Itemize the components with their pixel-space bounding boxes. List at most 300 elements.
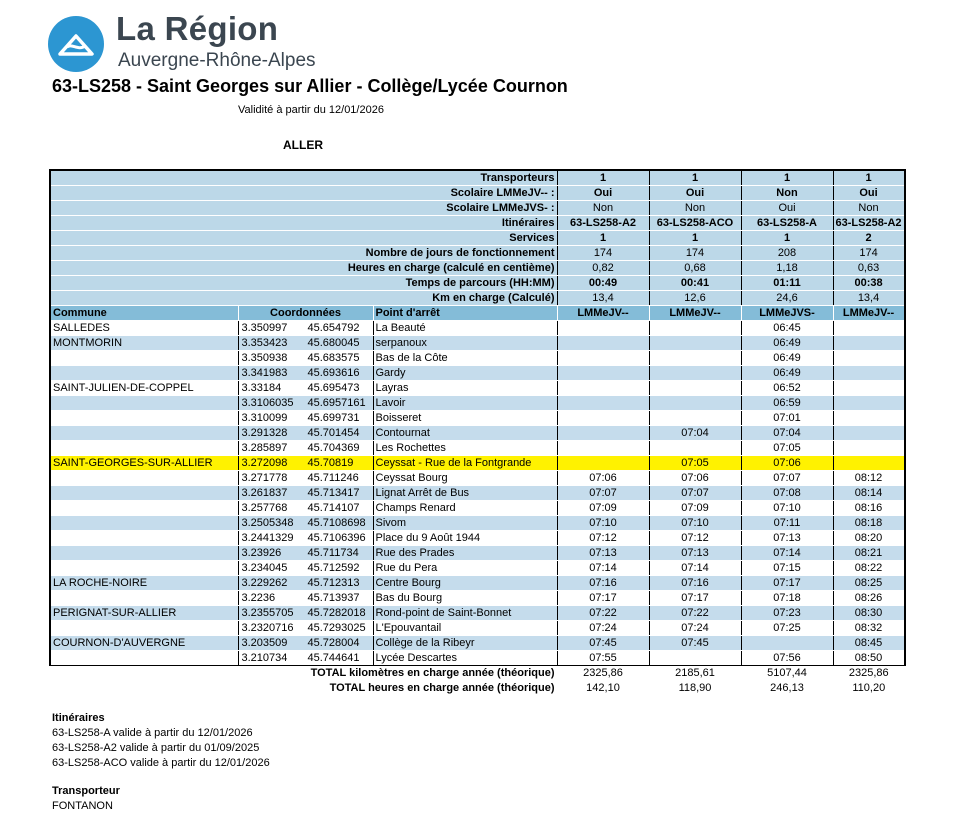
header-value: 1 [833, 170, 905, 186]
coords-cell [238, 321, 373, 336]
latitude: 45.7106396 [307, 532, 366, 544]
latitude: 45.711734 [307, 547, 359, 559]
latitude: 45.7282018 [307, 607, 366, 619]
time-cell: 07:25 [741, 621, 833, 636]
time-cell [649, 396, 741, 411]
coords-cell [238, 351, 373, 366]
time-cell: 08:20 [833, 531, 905, 546]
direction-label: ALLER [283, 138, 323, 152]
time-cell: 07:01 [741, 411, 833, 426]
time-cell: 08:45 [833, 636, 905, 651]
time-cell [557, 441, 649, 456]
time-cell: 07:14 [649, 561, 741, 576]
latitude: 45.654792 [307, 322, 360, 334]
header-value: Oui [741, 201, 833, 216]
totals-row [50, 666, 905, 681]
time-cell: 08:26 [833, 591, 905, 606]
time-cell: 08:50 [833, 651, 905, 666]
header-value: Oui [649, 186, 741, 201]
coords-cell [238, 591, 373, 606]
header-row [50, 201, 905, 216]
header-value: 174 [833, 246, 905, 261]
coords-cell [238, 486, 373, 501]
stop-row [50, 321, 905, 336]
commune-cell [50, 411, 238, 426]
stop-name: Rond-point de Saint-Bonnet [373, 606, 557, 621]
time-cell: 08:21 [833, 546, 905, 561]
longitude: 3.203509 [241, 637, 288, 649]
totals-value: 118,90 [649, 681, 741, 696]
stop-row [50, 606, 905, 621]
commune-cell [50, 366, 238, 381]
time-cell: 07:10 [557, 516, 649, 531]
coords-cell [238, 366, 373, 381]
stop-row [50, 336, 905, 351]
time-cell: 07:05 [741, 441, 833, 456]
header-label: Km en charge (Calculé) [50, 291, 557, 306]
commune-cell [50, 546, 238, 561]
totals-value: 246,13 [741, 681, 833, 696]
stop-name: Ceyssat - Rue de la Fontgrande [373, 456, 557, 471]
coords-cell [238, 411, 373, 426]
time-cell: 06:49 [741, 366, 833, 381]
time-cell: 07:06 [649, 471, 741, 486]
itinerary-line: 63-LS258-ACO valide à partir du 12/01/2026 [52, 757, 270, 769]
stop-row [50, 561, 905, 576]
stop-name: Centre Bourg [373, 576, 557, 591]
coords-cell [238, 561, 373, 576]
latitude: 45.683575 [307, 352, 360, 364]
stop-name: Ceyssat Bourg [373, 471, 557, 486]
header-value: 2 [833, 231, 905, 246]
header-value: 63-LS258-A2 [557, 216, 649, 231]
latitude: 45.7293025 [307, 622, 366, 634]
coords-cell [238, 426, 373, 441]
time-cell [557, 456, 649, 471]
itineraries-heading: Itinéraires [52, 712, 105, 724]
latitude: 45.693616 [307, 367, 360, 379]
stop-name: Sivom [373, 516, 557, 531]
time-cell: 08:18 [833, 516, 905, 531]
column-commune: Commune [50, 306, 238, 321]
time-cell: 07:24 [557, 621, 649, 636]
totals-value: 2185,61 [649, 666, 741, 681]
commune-cell [50, 651, 238, 666]
time-cell [833, 426, 905, 441]
header-value: 00:41 [649, 276, 741, 291]
totals-value: 5107,44 [741, 666, 833, 681]
validity-date: Validité à partir du 12/01/2026 [238, 104, 384, 116]
time-cell [833, 351, 905, 366]
stop-row [50, 366, 905, 381]
header-value: 1 [557, 170, 649, 186]
stop-name: Contournat [373, 426, 557, 441]
time-cell: 08:30 [833, 606, 905, 621]
column-coords: Coordonnées [238, 306, 373, 321]
header-value: 63-LS258-A [741, 216, 833, 231]
coords-cell [238, 636, 373, 651]
commune-cell [50, 531, 238, 546]
latitude: 45.680045 [307, 337, 360, 349]
time-cell [557, 381, 649, 396]
header-value: 24,6 [741, 291, 833, 306]
longitude: 3.353423 [241, 337, 288, 349]
stop-row [50, 441, 905, 456]
carrier-heading: Transporteur [52, 785, 120, 797]
stop-row [50, 396, 905, 411]
header-label: Transporteurs [50, 170, 557, 186]
commune-cell [50, 501, 238, 516]
time-cell [833, 366, 905, 381]
latitude: 45.7108698 [307, 517, 366, 529]
header-value: 1,18 [741, 261, 833, 276]
header-value: 01:11 [741, 276, 833, 291]
commune-cell: COURNON-D'AUVERGNE [50, 636, 238, 651]
longitude: 3.2236 [241, 592, 276, 604]
time-cell: 08:14 [833, 486, 905, 501]
latitude: 45.711246 [307, 472, 359, 484]
region-logo [48, 12, 328, 74]
column-days: LMMeJV-- [833, 306, 905, 321]
time-cell: 07:13 [649, 546, 741, 561]
coords-cell [238, 606, 373, 621]
header-value: 174 [557, 246, 649, 261]
stop-name: Les Rochettes [373, 441, 557, 456]
time-cell: 07:04 [649, 426, 741, 441]
longitude: 3.234045 [241, 562, 288, 574]
stop-row [50, 576, 905, 591]
coords-cell [238, 441, 373, 456]
time-cell: 07:17 [557, 591, 649, 606]
time-cell: 06:52 [741, 381, 833, 396]
commune-cell [50, 621, 238, 636]
time-cell [833, 411, 905, 426]
stop-name: Bas du Bourg [373, 591, 557, 606]
header-label: Nombre de jours de fonctionnement [50, 246, 557, 261]
stop-name: Rue des Prades [373, 546, 557, 561]
time-cell [649, 336, 741, 351]
longitude: 3.285897 [241, 442, 288, 454]
stop-row [50, 546, 905, 561]
longitude: 3.350997 [241, 322, 288, 334]
time-cell: 07:05 [649, 456, 741, 471]
time-cell: 07:09 [557, 501, 649, 516]
time-cell [741, 636, 833, 651]
stop-row [50, 621, 905, 636]
coords-cell [238, 546, 373, 561]
totals-label: TOTAL heures en charge année (théorique) [50, 681, 557, 696]
time-cell [557, 321, 649, 336]
stop-row [50, 486, 905, 501]
stop-row [50, 411, 905, 426]
stop-name: serpanoux [373, 336, 557, 351]
stop-row [50, 456, 905, 471]
header-row [50, 170, 905, 186]
time-cell [833, 321, 905, 336]
time-cell: 07:07 [649, 486, 741, 501]
carrier-block [52, 784, 120, 814]
header-label: Scolaire LMMeJVS- : [50, 201, 557, 216]
stop-name: Lycée Descartes [373, 651, 557, 666]
commune-cell: SALLEDES [50, 321, 238, 336]
commune-cell [50, 591, 238, 606]
commune-cell [50, 426, 238, 441]
time-cell: 07:24 [649, 621, 741, 636]
time-cell: 07:07 [557, 486, 649, 501]
header-value: Non [833, 201, 905, 216]
time-cell: 07:16 [649, 576, 741, 591]
longitude: 3.2505348 [241, 517, 294, 529]
header-value: 208 [741, 246, 833, 261]
stop-row [50, 651, 905, 666]
header-value: Oui [557, 186, 649, 201]
latitude: 45.699731 [307, 412, 360, 424]
header-row [50, 216, 905, 231]
time-cell: 06:49 [741, 351, 833, 366]
stop-row [50, 516, 905, 531]
header-value: Non [741, 186, 833, 201]
longitude: 3.210734 [241, 652, 288, 664]
header-row [50, 261, 905, 276]
latitude: 45.704369 [307, 442, 360, 454]
stop-name: La Beauté [373, 321, 557, 336]
time-cell [557, 426, 649, 441]
header-value: 0,82 [557, 261, 649, 276]
longitude: 3.257768 [241, 502, 288, 514]
time-cell: 07:10 [649, 516, 741, 531]
header-row [50, 246, 905, 261]
coords-cell [238, 381, 373, 396]
coords-cell [238, 471, 373, 486]
time-cell: 07:09 [649, 501, 741, 516]
stop-row [50, 351, 905, 366]
header-value: 0,68 [649, 261, 741, 276]
stop-name: Bas de la Côte [373, 351, 557, 366]
latitude: 45.712592 [307, 562, 360, 574]
time-cell: 07:45 [557, 636, 649, 651]
column-stop: Point d'arrêt [373, 306, 557, 321]
longitude: 3.2441329 [241, 532, 294, 544]
header-label: Temps de parcours (HH:MM) [50, 276, 557, 291]
totals-rows [50, 666, 905, 696]
header-value: 1 [741, 231, 833, 246]
time-cell [833, 456, 905, 471]
commune-cell: LA ROCHE-NOIRE [50, 576, 238, 591]
stop-name: L'Epouvantail [373, 621, 557, 636]
stop-name: Layras [373, 381, 557, 396]
header-value: 00:38 [833, 276, 905, 291]
totals-value: 2325,86 [833, 666, 905, 681]
time-cell: 07:56 [741, 651, 833, 666]
totals-value: 142,10 [557, 681, 649, 696]
time-cell: 07:22 [649, 606, 741, 621]
coords-cell [238, 621, 373, 636]
header-value: Non [649, 201, 741, 216]
column-days: LMMeJVS- [741, 306, 833, 321]
mountain-icon [48, 16, 104, 72]
coords-cell [238, 456, 373, 471]
brand-subtitle: Auvergne-Rhône-Alpes [118, 50, 316, 71]
header-value: 12,6 [649, 291, 741, 306]
time-cell [557, 411, 649, 426]
time-cell [833, 441, 905, 456]
commune-cell [50, 471, 238, 486]
time-cell: 07:17 [649, 591, 741, 606]
coords-cell [238, 651, 373, 666]
latitude: 45.712313 [307, 577, 360, 589]
time-cell [833, 381, 905, 396]
totals-row [50, 681, 905, 696]
commune-cell [50, 516, 238, 531]
itinerary-line: 63-LS258-A valide à partir du 12/01/2026 [52, 727, 253, 739]
longitude: 3.2320716 [241, 622, 294, 634]
latitude: 45.6957161 [307, 397, 366, 409]
header-row [50, 231, 905, 246]
stop-name: Rue du Pera [373, 561, 557, 576]
header-row [50, 291, 905, 306]
longitude: 3.310099 [241, 412, 288, 424]
coords-cell [238, 501, 373, 516]
stop-name: Lavoir [373, 396, 557, 411]
commune-cell: MONTMORIN [50, 336, 238, 351]
header-value: 174 [649, 246, 741, 261]
itinerary-line: 63-LS258-A2 valide à partir du 01/09/2025 [52, 742, 260, 754]
time-cell [557, 336, 649, 351]
header-value: 63-LS258-ACO [649, 216, 741, 231]
latitude: 45.728004 [307, 637, 360, 649]
time-cell [649, 411, 741, 426]
header-label: Services [50, 231, 557, 246]
totals-value: 110,20 [833, 681, 905, 696]
header-value: 1 [557, 231, 649, 246]
time-cell [833, 396, 905, 411]
time-cell: 07:22 [557, 606, 649, 621]
longitude: 3.23926 [241, 547, 282, 559]
time-cell: 08:32 [833, 621, 905, 636]
longitude: 3.271778 [241, 472, 288, 484]
commune-cell: PERIGNAT-SUR-ALLIER [50, 606, 238, 621]
coords-cell [238, 576, 373, 591]
totals-value: 2325,86 [557, 666, 649, 681]
time-cell [649, 321, 741, 336]
header-label: Scolaire LMMeJV-- : [50, 186, 557, 201]
longitude: 3.229262 [241, 577, 288, 589]
header-value: 00:49 [557, 276, 649, 291]
stop-name: Champs Renard [373, 501, 557, 516]
header-value: Non [557, 201, 649, 216]
time-cell: 07:23 [741, 606, 833, 621]
time-cell: 07:04 [741, 426, 833, 441]
time-cell [649, 441, 741, 456]
header-value: Oui [833, 186, 905, 201]
header-value: 13,4 [557, 291, 649, 306]
header-label: Itinéraires [50, 216, 557, 231]
latitude: 45.714107 [307, 502, 360, 514]
time-cell: 07:12 [557, 531, 649, 546]
coords-cell [238, 336, 373, 351]
time-cell: 06:49 [741, 336, 833, 351]
time-cell: 07:11 [741, 516, 833, 531]
time-cell: 08:12 [833, 471, 905, 486]
stop-name: Collège de la Ribeyr [373, 636, 557, 651]
header-value: 1 [649, 231, 741, 246]
time-cell: 08:25 [833, 576, 905, 591]
latitude: 45.70819 [307, 457, 354, 469]
time-cell [649, 381, 741, 396]
stop-row [50, 636, 905, 651]
commune-cell [50, 351, 238, 366]
header-label: Heures en charge (calculé en centième) [50, 261, 557, 276]
time-cell: 06:59 [741, 396, 833, 411]
time-cell: 07:17 [741, 576, 833, 591]
time-cell: 07:55 [557, 651, 649, 666]
stop-name: Lignat Arrêt de Bus [373, 486, 557, 501]
latitude: 45.744641 [307, 652, 360, 664]
stop-row [50, 591, 905, 606]
latitude: 45.701454 [307, 427, 360, 439]
stop-name: Gardy [373, 366, 557, 381]
stop-rows [50, 321, 905, 666]
header-row [50, 186, 905, 201]
coords-cell [238, 516, 373, 531]
header-value: 0,63 [833, 261, 905, 276]
longitude: 3.2355705 [241, 607, 294, 619]
time-cell: 08:16 [833, 501, 905, 516]
longitude: 3.350938 [241, 352, 288, 364]
header-value: 1 [649, 170, 741, 186]
time-cell: 07:18 [741, 591, 833, 606]
time-cell: 07:08 [741, 486, 833, 501]
column-days: LMMeJV-- [649, 306, 741, 321]
time-cell: 07:15 [741, 561, 833, 576]
time-cell [557, 396, 649, 411]
time-cell: 07:14 [741, 546, 833, 561]
time-cell: 07:06 [741, 456, 833, 471]
carrier-name: FONTANON [52, 800, 113, 812]
column-headers [50, 306, 905, 321]
column-days: LMMeJV-- [557, 306, 649, 321]
page-title: 63-LS258 - Saint Georges sur Allier - Collège/Lycée Cournon [52, 76, 568, 96]
longitude: 3.291328 [241, 427, 288, 439]
commune-cell [50, 441, 238, 456]
coords-cell [238, 531, 373, 546]
longitude: 3.261837 [241, 487, 288, 499]
time-cell: 07:12 [649, 531, 741, 546]
longitude: 3.272098 [241, 457, 288, 469]
time-cell: 07:45 [649, 636, 741, 651]
time-cell [649, 366, 741, 381]
time-cell: 07:10 [741, 501, 833, 516]
itineraries-notes [52, 711, 270, 771]
time-cell: 06:45 [741, 321, 833, 336]
timetable-header [50, 170, 905, 306]
latitude: 45.695473 [307, 382, 360, 394]
stop-name: Boisseret [373, 411, 557, 426]
commune-cell [50, 561, 238, 576]
time-cell: 08:22 [833, 561, 905, 576]
commune-cell [50, 396, 238, 411]
commune-cell: SAINT-GEORGES-SUR-ALLIER [50, 456, 238, 471]
commune-cell [50, 486, 238, 501]
commune-cell: SAINT-JULIEN-DE-COPPEL [50, 381, 238, 396]
time-cell: 07:06 [557, 471, 649, 486]
latitude: 45.713937 [307, 592, 360, 604]
brand-name: La Région [116, 10, 279, 47]
header-row [50, 276, 905, 291]
time-cell [833, 336, 905, 351]
latitude: 45.713417 [307, 487, 360, 499]
time-cell: 07:16 [557, 576, 649, 591]
